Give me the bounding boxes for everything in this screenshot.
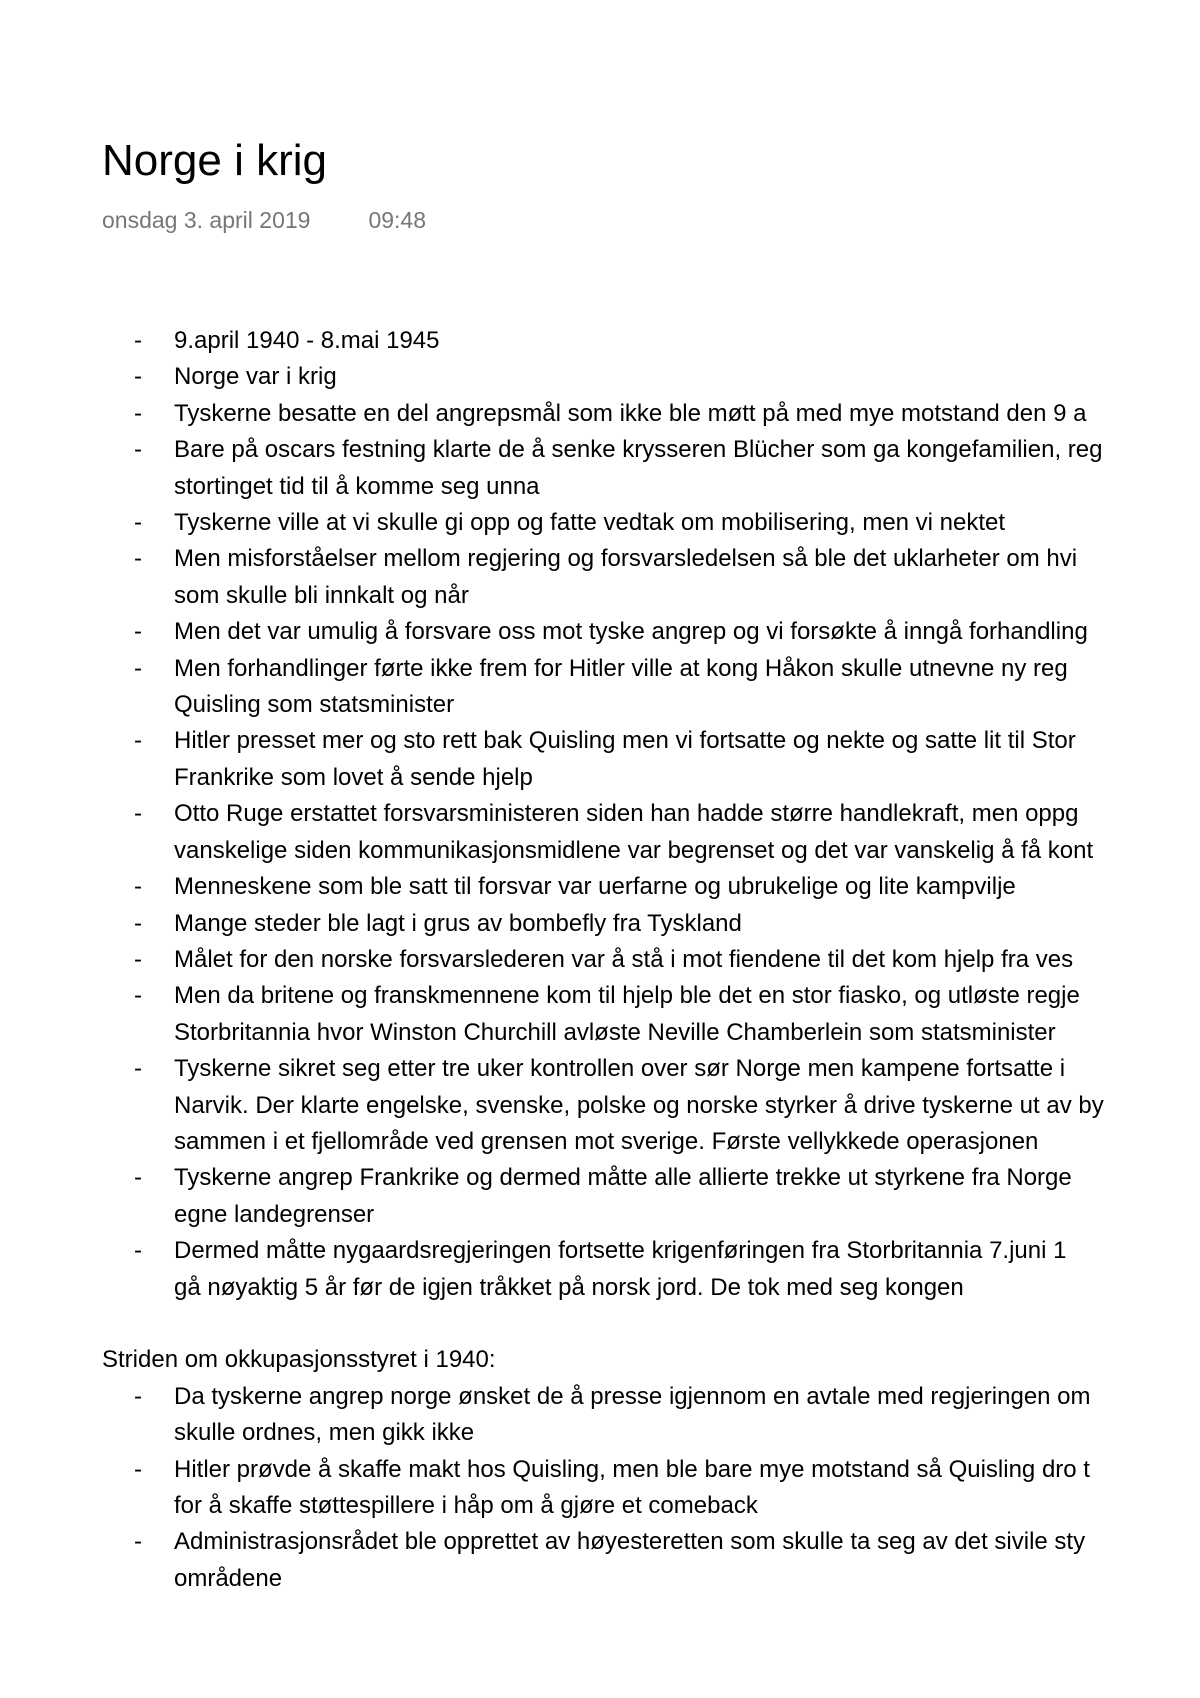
list-item-text: Menneskene som ble satt til forsvar var uerfarne og ubrukelige og lite kampvilje	[174, 873, 1016, 901]
bullet-dash: -	[134, 1528, 142, 1556]
bullet-dash: -	[134, 800, 142, 828]
list-item-text: gå nøyaktig 5 år før de igjen tråkket på norsk jord. De tok med seg kongen	[174, 1273, 964, 1301]
list-item	[102, 541, 1200, 614]
list-item-text: Men misforståelser mellom regjering og forsvarsledelsen så ble det uklarheter om hvi	[174, 545, 1078, 573]
list-item-text: Hitler prøvde å skaffe makt hos Quisling, men ble bare mye motstand så Quisling dro t	[174, 1455, 1090, 1483]
bullet-dash: -	[134, 1237, 142, 1265]
list-item-text: Dermed måtte nygaardsregjeringen fortsette krigenføringen fra Storbritannia 7.juni 1	[174, 1237, 1067, 1265]
list-item-text: som skulle bli innkalt og når	[174, 581, 469, 609]
list-item	[102, 505, 1200, 541]
list-item	[102, 1051, 1200, 1160]
list-item-text: sammen i et fjellområde ved grensen mot sverige. Første vellykkede operasjonen	[174, 1127, 1039, 1155]
list-item-text: Tyskerne angrep Frankrike og dermed måtte alle allierte trekke ut styrkene fra Norge	[174, 1164, 1072, 1192]
list-item-text: Bare på oscars festning klarte de å senke krysseren Blücher som ga kongefamilien, reg	[174, 436, 1103, 464]
list-item-text: Administrasjonsrådet ble opprettet av høyesteretten som skulle ta seg av det sivile sty	[174, 1528, 1086, 1556]
list-item-text: for å skaffe støttespillere i håp om å gjøre et comeback	[174, 1491, 758, 1519]
bullet-dash: -	[134, 327, 142, 354]
list-item-text: Da tyskerne angrep norge ønsket de å presse igjennom en avtale med regjeringen om	[174, 1382, 1091, 1410]
note-body	[102, 323, 1200, 1597]
list-item	[102, 1233, 1200, 1306]
page-timestamp	[102, 205, 426, 235]
bullet-dash: -	[134, 982, 142, 1010]
bullet-dash: -	[134, 727, 142, 755]
list-item	[102, 1379, 1200, 1452]
list-item	[102, 614, 1200, 650]
bullet-dash: -	[134, 399, 142, 427]
list-item-text: Norge var i krig	[174, 363, 337, 391]
bullet-dash: -	[134, 909, 142, 937]
list-item-text: Tyskerne ville at vi skulle gi opp og fatte vedtak om mobilisering, men vi nektet	[174, 509, 1006, 537]
bullet-list-occupation	[102, 1379, 1200, 1597]
list-item-text: Mange steder ble lagt i grus av bombefly fra Tyskland	[174, 909, 742, 937]
list-item-text: Tyskerne sikret seg etter tre uker kontrollen over sør Norge men kampene fortsatte i	[174, 1055, 1066, 1083]
bullet-dash: -	[134, 1382, 142, 1410]
list-item-text: Storbritannia hvor Winston Churchill avløste Neville Chamberlein som statsminister	[174, 1018, 1056, 1046]
section-heading: Striden om okkupasjonsstyret i 1940:	[102, 1346, 496, 1374]
list-item	[102, 396, 1200, 432]
bullet-dash: -	[134, 1164, 142, 1192]
list-item	[102, 978, 1200, 1051]
list-item-text: 9.april 1940 - 8.mai 1945	[174, 327, 440, 354]
list-item-text: Otto Ruge erstattet forsvarsministeren siden han hadde større handlekraft, men oppg	[174, 800, 1079, 828]
list-item	[102, 869, 1200, 905]
bullet-dash: -	[134, 945, 142, 973]
bullet-dash: -	[134, 436, 142, 464]
list-item	[102, 1452, 1200, 1525]
bullet-dash: -	[134, 509, 142, 537]
bullet-dash: -	[134, 873, 142, 901]
list-item-text: Frankrike som lovet å sende hjelp	[174, 763, 533, 791]
bullet-dash: -	[134, 1055, 142, 1083]
list-item-text: vanskelige siden kommunikasjonsmidlene var begrenset og det var vanskelig å få kont	[174, 836, 1094, 864]
list-item-text: Quisling som statsminister	[174, 691, 455, 719]
list-item-text: Men forhandlinger førte ikke frem for Hitler ville at kong Håkon skulle utnevne ny reg	[174, 654, 1068, 682]
bullet-list-war	[102, 323, 1200, 1306]
list-item	[102, 432, 1200, 505]
list-item	[102, 723, 1200, 796]
list-item	[102, 651, 1200, 724]
list-item	[102, 323, 1200, 359]
list-item-text: Narvik. Der klarte engelske, svenske, polske og norske styrker å drive tyskerne ut av by	[174, 1091, 1104, 1119]
list-item	[102, 906, 1200, 942]
list-item-text: Hitler presset mer og sto rett bak Quisling men vi fortsatte og nekte og satte lit til Stor	[174, 727, 1076, 755]
list-item-text: Men det var umulig å forsvare oss mot tyske angrep og vi forsøkte å inngå forhandling	[174, 618, 1088, 646]
bullet-dash: -	[134, 545, 142, 573]
page-date: onsdag 3. april 2019	[102, 207, 311, 233]
list-item-text: Men da britene og franskmennene kom til hjelp ble det en stor fiasko, og utløste regje	[174, 982, 1080, 1010]
list-item-text: Tyskerne besatte en del angrepsmål som ikke ble møtt på med mye motstand den 9 a	[174, 399, 1087, 427]
list-item	[102, 1524, 1200, 1597]
bullet-dash: -	[134, 363, 142, 391]
page-time: 09:48	[368, 207, 426, 233]
bullet-dash: -	[134, 1455, 142, 1483]
list-item-text: områdene	[174, 1564, 283, 1592]
list-item	[102, 359, 1200, 395]
bullet-dash: -	[134, 618, 142, 646]
page-title: Norge i krig	[102, 136, 327, 185]
list-item	[102, 942, 1200, 978]
list-item	[102, 1160, 1200, 1233]
list-item-text: skulle ordnes, men gikk ikke	[174, 1419, 475, 1447]
list-item-text: stortinget tid til å komme seg unna	[174, 472, 540, 500]
list-item-text: Målet for den norske forsvarslederen var å stå i mot fiendene til det kom hjelp fra ves	[174, 945, 1074, 973]
list-item-text: egne landegrenser	[174, 1200, 375, 1228]
bullet-dash: -	[134, 654, 142, 682]
list-item	[102, 796, 1200, 869]
